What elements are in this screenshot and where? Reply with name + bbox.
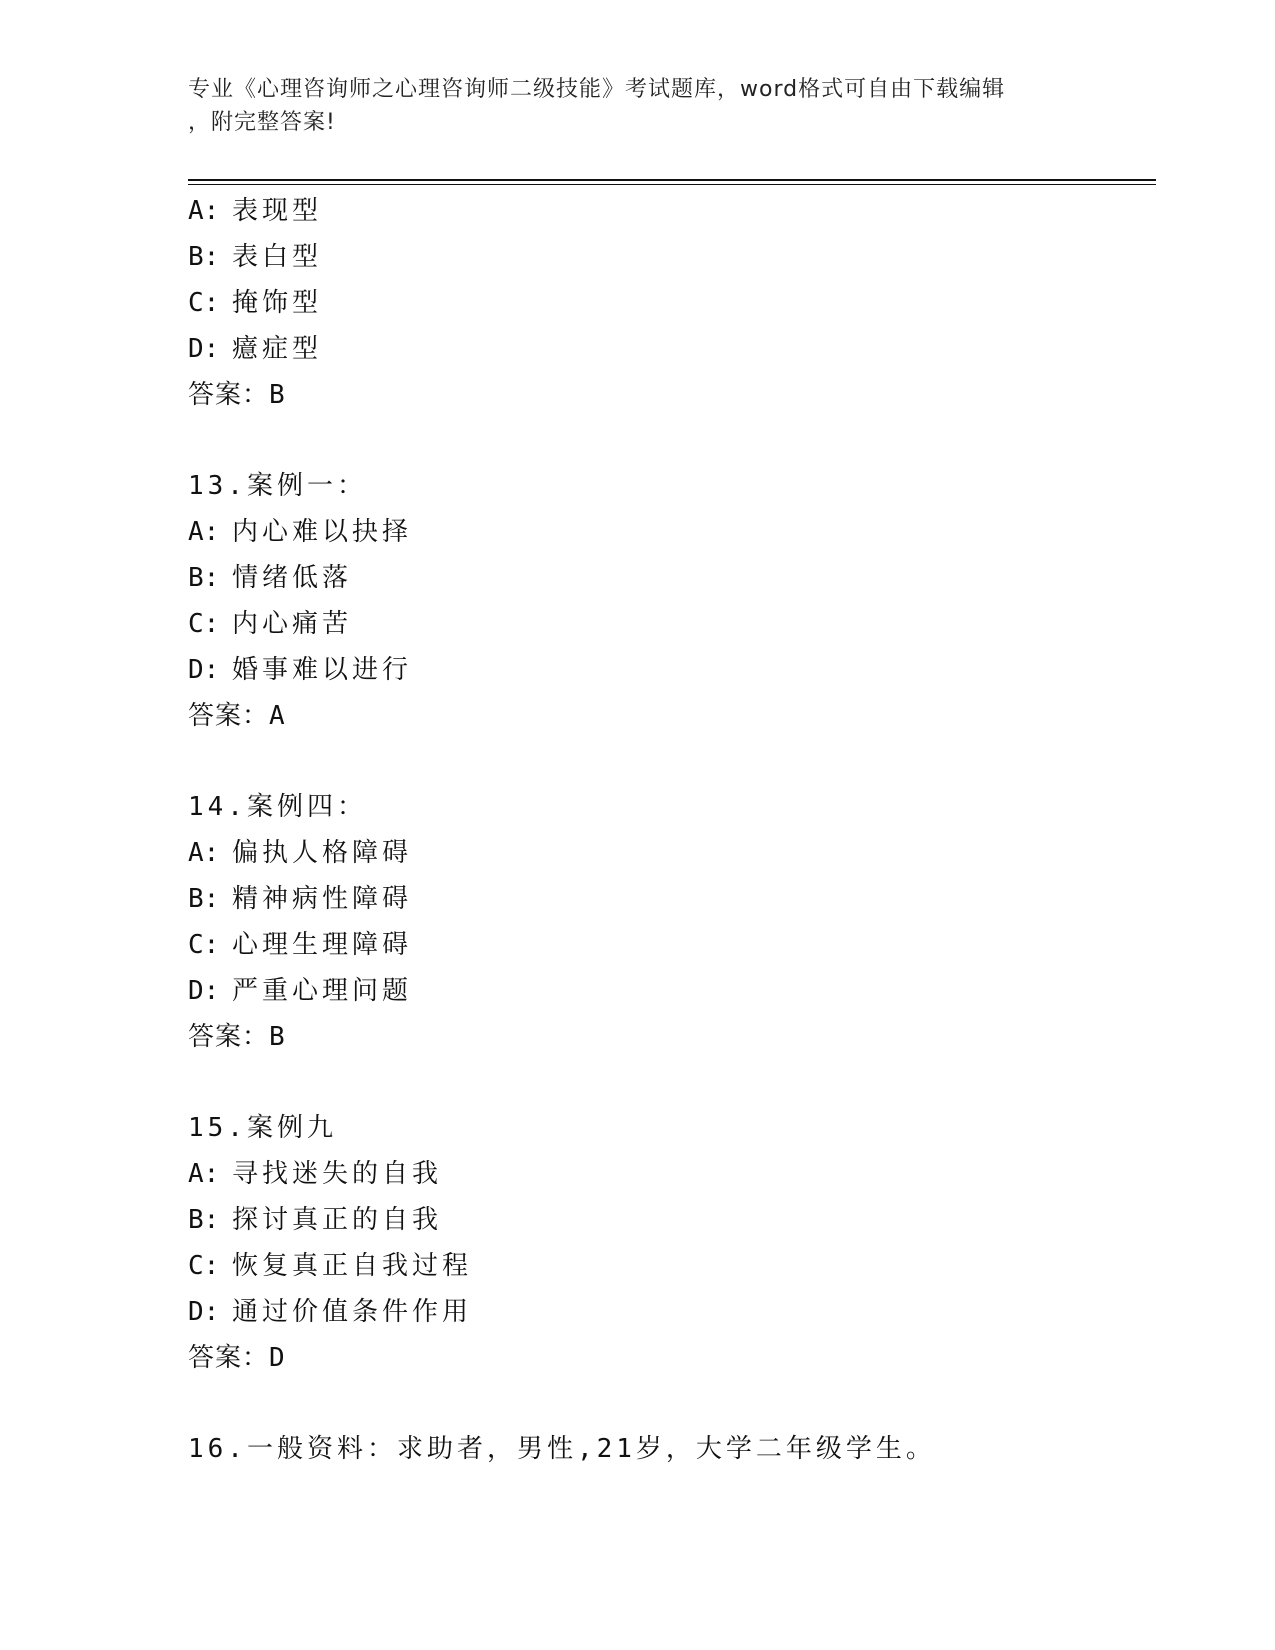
option-b: B: 精神病性障碍 [188,884,413,914]
option-c: C: 心理生理障碍 [188,930,413,960]
question-block-12 [188,188,1148,418]
question-list [188,188,1148,1472]
question-stem: 14.案例四： [188,792,367,822]
option-d: D: 严重心理问题 [188,976,413,1006]
option-b: B: 表白型 [188,242,323,272]
answer-line: 答案：D [188,1343,286,1373]
question-block-13 [188,463,1148,739]
header-line-2: ，附完整答案! [188,110,336,135]
header-line-1: 专业《心理咨询师之心理咨询师二级技能》考试题库，word格式可自由下载编辑 [188,77,1006,102]
question-stem-16: 16.一般资料：求助者，男性,21岁，大学二年级学生。 [188,1434,936,1464]
option-a: A: 表现型 [188,196,323,226]
option-c: C: 掩饰型 [188,288,323,318]
question-stem: 15.案例九 [188,1113,337,1143]
option-b: B: 探讨真正的自我 [188,1205,443,1235]
question-block-14 [188,784,1148,1060]
header-divider-thin [188,184,1156,185]
question-block-15 [188,1105,1148,1381]
option-a: A: 偏执人格障碍 [188,838,413,868]
answer-line: 答案：B [188,1022,286,1052]
option-b: B: 情绪低落 [188,563,353,593]
question-stem: 13.案例一： [188,471,367,501]
option-a: A: 寻找迷失的自我 [188,1159,443,1189]
option-c: C: 内心痛苦 [188,609,353,639]
answer-line: 答案：A [188,701,286,731]
option-d: D: 通过价值条件作用 [188,1297,473,1327]
option-a: A: 内心难以抉择 [188,517,413,547]
document-header [188,73,1088,139]
option-d: D: 婚事难以进行 [188,655,413,685]
answer-line: 答案：B [188,380,286,410]
option-c: C: 恢复真正自我过程 [188,1251,473,1281]
option-d: D: 癔症型 [188,334,323,364]
header-divider-thick [188,179,1156,181]
